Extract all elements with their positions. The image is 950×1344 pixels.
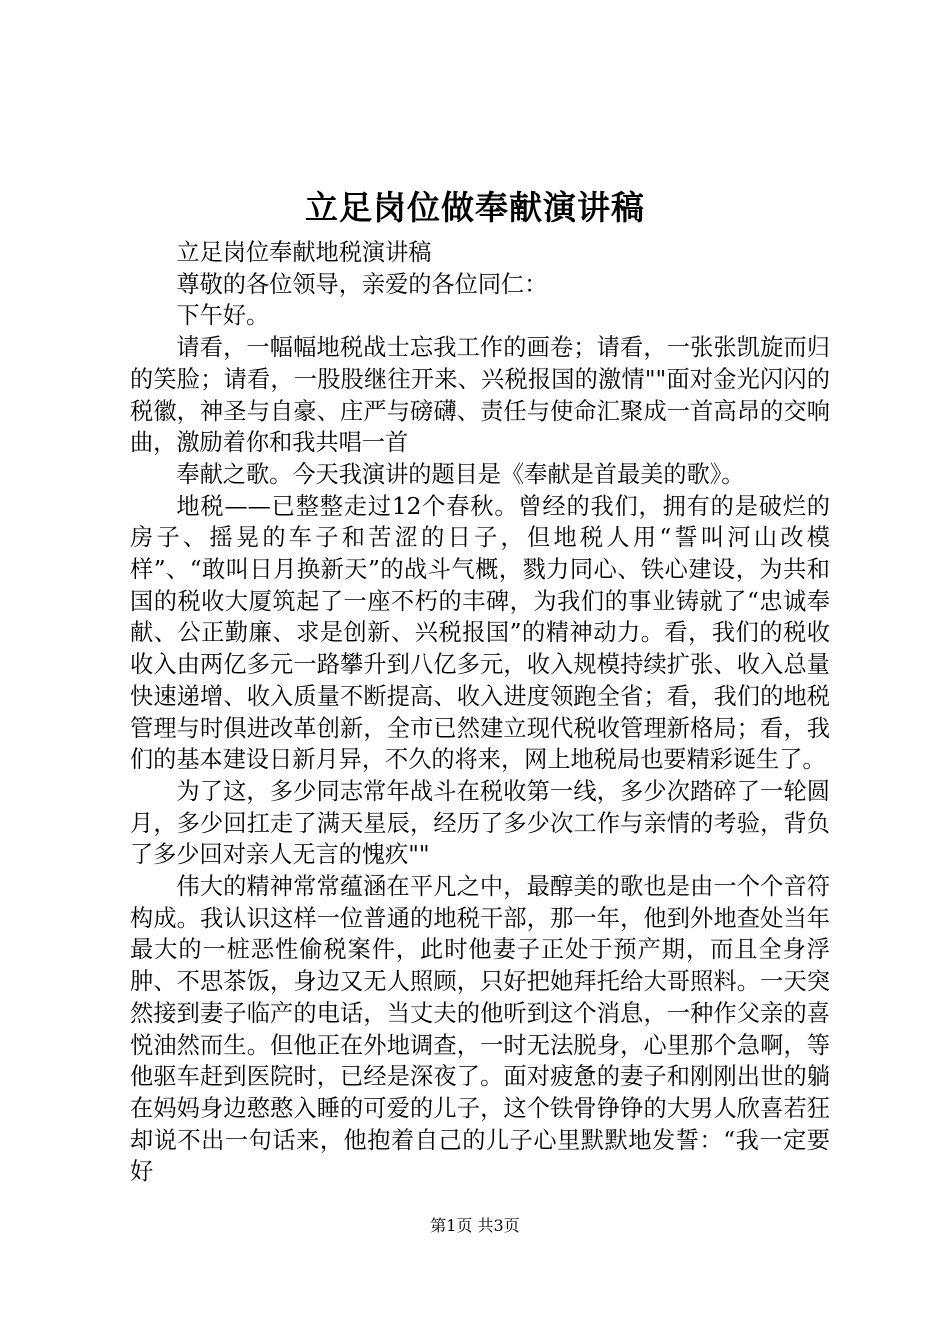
- paragraph: 伟大的精神常常蕴涵在平凡之中，最醇美的歌也是由一个个音符构成。我认识这样一位普通的地税干部，那一年，他到外地查处当年最大的一桩恶性偷税案件，此时他妻子正处于预产期，而且全身浮肿、不思茶饭，身边又无人照顾，只好把她拜托给大哥照料。一天突然接到妻子临产的电话，当丈夫的他听到这个消息，一种作父亲的喜悦油然而生。但他正在外地调查，一时无法脱身，心里那个急啊，等他驱车赶到医院时，已经是深夜了。面对疲惫的妻子和刚刚出世的躺在妈妈身边憨憨入睡的可爱的儿子，这个铁骨铮铮的大男人欣喜若狂却说不出一句话来，他抱着自己的儿子心里默默地发誓：“我一定要好: [130, 873, 830, 1186]
- paragraph-subtitle: 立足岗位奉献地税演讲稿: [176, 239, 432, 266]
- paragraph-salutation: 尊敬的各位领导，亲爱的各位同仁：: [176, 270, 548, 298]
- paragraph: 地税——已整整走过12个春秋。曾经的我们，拥有的是破烂的房子、摇晃的车子和苦涩的日子，但地税人用“誓叫河山改模样”、“敢叫日月换新天”的战斗气概，戮力同心、铁心建设，为共和国的税收大厦筑起了一座不朽的丰碑，为我们的事业铸就了“忠诚奉献、公正勤廉、求是创新、兴税报国”的精神动力。看，我们的税收收入由两亿多元一路攀升到八亿多元，收入规模持续扩张、收入总量快速递增、收入质量不断提高、收入进度领跑全省；看，我们的地税管理与时俱进改革创新，全市已然建立现代税收管理新格局；看，我们的基本建设日新月异，不久的将来，网上地税局也要精彩诞生了。: [130, 492, 830, 774]
- paragraph: 为了这，多少同志常年战斗在税收第一线，多少次踏碎了一轮圆月，多少回扛走了满天星辰，经历了多少次工作与亲情的考验，背负了多少回对亲人无言的愧疚"": [130, 777, 830, 869]
- paragraph-greeting: 下午好。: [176, 302, 270, 330]
- document-title: 立足岗位做奉献演讲稿: [305, 188, 645, 227]
- paragraph: 奉献之歌。今天我演讲的题目是《奉献是首最美的歌》。: [176, 460, 745, 488]
- document-body: [130, 237, 830, 1188]
- paragraph: 请看，一幅幅地税战士忘我工作的画卷；请看，一张张凯旋而归的笑脸；请看，一股股继往开来、兴税报国的激情""面对金光闪闪的税徽，神圣与自豪、庄严与磅礴、责任与使命汇聚成一首高昂的交响曲，激励着你和我共唱一首: [130, 334, 830, 457]
- page-footer: 第1页 共3页: [430, 1216, 520, 1235]
